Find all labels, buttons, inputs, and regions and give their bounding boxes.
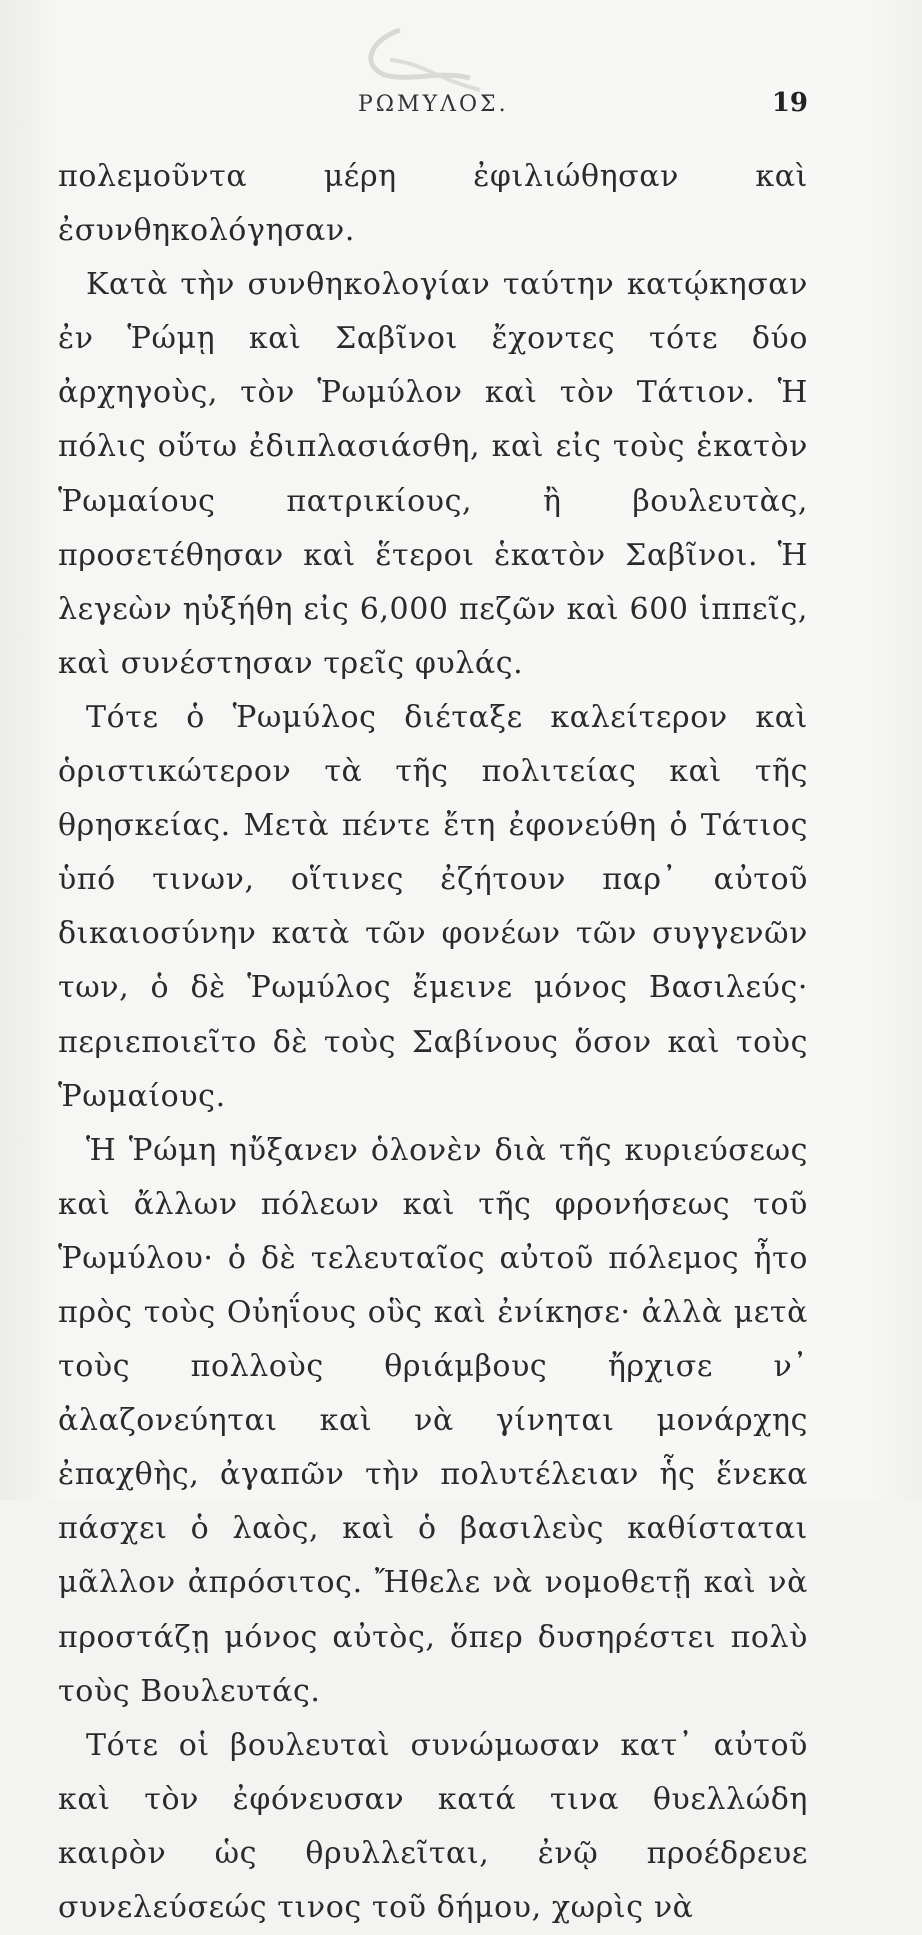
paragraph-romulus-ordinances: Τότε ὁ Ῥωμύλος διέταξε καλείτερον καὶ ὁριστικώτερον τὰ τῆς πολιτείας καὶ τῆς θρησκείας. Μετὰ πέντε ἔτη ἐφονεύθη ὁ Τάτιος ὑπό τινων, οἵτινες ἐζήτουν παρ᾽ αὐτοῦ δικαιοσύνην κατὰ τῶν φονέων τῶν συγγενῶν των, ὁ δὲ Ῥωμύλος ἔμεινε μόνος Βασιλεύς· περιεποιεῖτο δὲ τοὺς Σαβίνους ὅσον καὶ τοὺς Ῥωμαίους. [58, 699, 808, 1114]
paragraph-continuation: πολεμοῦντα μέρη ἐφιλιώθησαν καὶ ἐσυνθηκολόγησαν. [58, 159, 808, 249]
paragraph-treaty: Κατὰ τὴν συνθηκολογίαν ταύτην κατῴκησαν ἐν Ῥώμῃ καὶ Σαβῖνοι ἔχοντες τότε δύο ἀρχηγοὺς, τὸν Ῥωμύλον καὶ τὸν Τάτιον. Ἡ πόλις οὕτω ἐδιπλασιάσθη, καὶ εἰς τοὺς ἑκατὸν Ῥωμαίους πατρικίους, ἢ βουλευτὰς, προσετέθησαν καὶ ἕτεροι ἑκατὸν Σαβῖνοι. Ἡ λεγεὼν ηὐξήθη εἰς 6,000 πεζῶν καὶ 600 ἱππεῖς, καὶ συνέστησαν τρεῖς φυλάς. [58, 267, 808, 681]
paragraph-rome-growth: Ἡ Ῥώμη ηὔξανεν ὁλονὲν διὰ τῆς κυριεύσεως καὶ ἄλλων πόλεων καὶ τῆς φρονήσεως τοῦ Ῥωμύλου· ὁ δὲ τελευταῖος αὐτοῦ πόλεμος ἦτο πρὸς τοὺς Οὐηΐους οὓς καὶ ἐνίκησε· ἀλλὰ μετὰ τοὺς πολλοὺς θριάμβους ἤρχισε ν᾽ ἀλαζονεύηται καὶ νὰ γίνηται μονάρχης ἐπαχθὴς, ἀγαπῶν τὴν πολυτέλειαν ἧς ἕνεκα πάσχει ὁ λαὸς, καὶ ὁ βασιλεὺς καθίσταται μᾶλλον ἀπρόσιτος. Ἤθελε νὰ νομοθετῇ καὶ νὰ προστάζῃ μόνος αὐτὸς, ὅπερ δυσηρέστει πολὺ τοὺς Βουλευτάς. [58, 1132, 808, 1709]
running-header [0, 86, 922, 126]
running-title: ΡΩΜΥΛΟΣ. [358, 92, 509, 117]
paragraph-senators-conspiracy: Τότε οἱ βουλευταὶ συνώμωσαν κατ᾽ αὐτοῦ καὶ τὸν ἐφόνευσαν κατά τινα θυελλώδη καιρὸν ὡς θρυλλεῖται, ἐνῷ προέδρευε συνελεύσεώς τινος τοῦ δήμου, χωρὶς νὰ [58, 1727, 808, 1925]
body-text [58, 150, 808, 1935]
page-number: 19 [771, 88, 808, 118]
